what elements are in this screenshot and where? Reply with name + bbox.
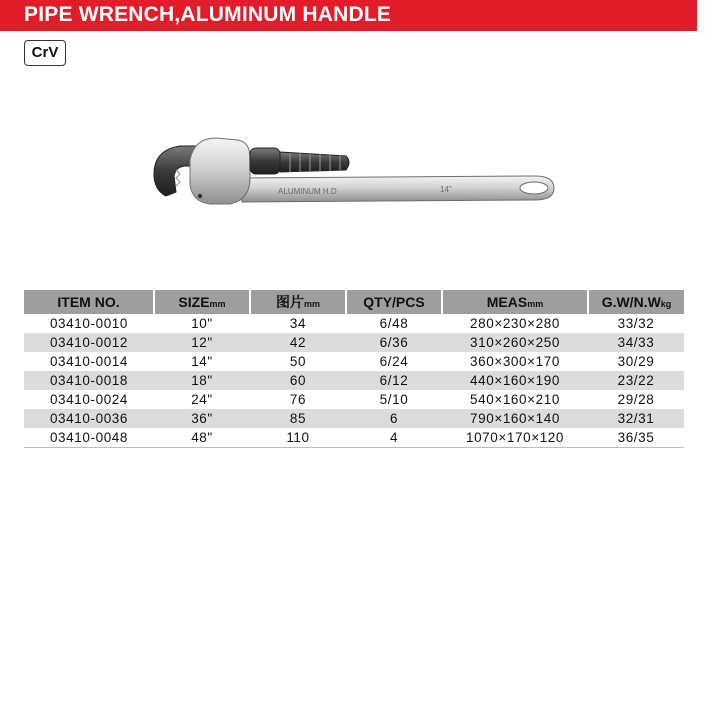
item-no-cell: 03410-0048 [24,428,154,448]
qty-cell: 5/10 [346,390,442,409]
picture-cell: 110 [250,428,346,448]
weight-cell: 32/31 [588,409,684,428]
weight-cell: 34/33 [588,333,684,352]
weight-cell: 29/28 [588,390,684,409]
weight-cell: 23/22 [588,371,684,390]
picture-cell: 85 [250,409,346,428]
weight-cell: 33/32 [588,314,684,333]
qty-cell: 6/12 [346,371,442,390]
size-engraving: 14" [440,185,452,194]
qty-cell: 6/48 [346,314,442,333]
qty-cell: 4 [346,428,442,448]
size-cell: 24" [154,390,250,409]
table-row [24,409,684,428]
item-no-cell: 03410-0012 [24,333,154,352]
table-row [24,352,684,371]
picture-cell: 42 [250,333,346,352]
meas-cell: 280×230×280 [442,314,588,333]
spec-table [24,290,684,448]
picture-cell: 76 [250,390,346,409]
table-row [24,333,684,352]
jaw-teeth [176,170,180,186]
pipe-wrench-image [150,130,560,220]
meas-cell: 310×260×250 [442,333,588,352]
page-title: PIPE WRENCH,ALUMINUM HANDLE [24,3,392,26]
qty-cell: 6 [346,409,442,428]
material-badge: CrV [24,40,66,66]
meas-cell: 360×300×170 [442,352,588,371]
table-row [24,428,684,448]
adjusting-nut [250,148,280,174]
size-cell: 10" [154,314,250,333]
handle-engraving: ALUMINUM H.D [278,187,337,196]
head-rivet [198,194,202,198]
item-no-cell: 03410-0024 [24,390,154,409]
item-no-cell: 03410-0018 [24,371,154,390]
weight-cell: 36/35 [588,428,684,448]
header-qty: QTY/PCS [346,290,442,314]
header-picture: 图片mm [250,290,346,314]
item-no-cell: 03410-0010 [24,314,154,333]
picture-cell: 60 [250,371,346,390]
size-cell: 12" [154,333,250,352]
spec-header-row [24,290,684,314]
size-cell: 36" [154,409,250,428]
header-item-no: ITEM NO. [24,290,154,314]
size-cell: 14" [154,352,250,371]
size-cell: 18" [154,371,250,390]
meas-cell: 790×160×140 [442,409,588,428]
header-size: SIZEmm [154,290,250,314]
meas-cell: 1070×170×120 [442,428,588,448]
hang-hole [520,182,548,194]
picture-cell: 34 [250,314,346,333]
header-weight: G.W/N.Wkg [588,290,684,314]
qty-cell: 6/24 [346,352,442,371]
item-no-cell: 03410-0014 [24,352,154,371]
item-no-cell: 03410-0036 [24,409,154,428]
table-row [24,314,684,333]
picture-cell: 50 [250,352,346,371]
meas-cell: 540×160×210 [442,390,588,409]
size-cell: 48" [154,428,250,448]
title-banner [0,0,697,31]
weight-cell: 30/29 [588,352,684,371]
meas-cell: 440×160×190 [442,371,588,390]
qty-cell: 6/36 [346,333,442,352]
table-row [24,371,684,390]
table-row [24,390,684,409]
header-meas: MEASmm [442,290,588,314]
